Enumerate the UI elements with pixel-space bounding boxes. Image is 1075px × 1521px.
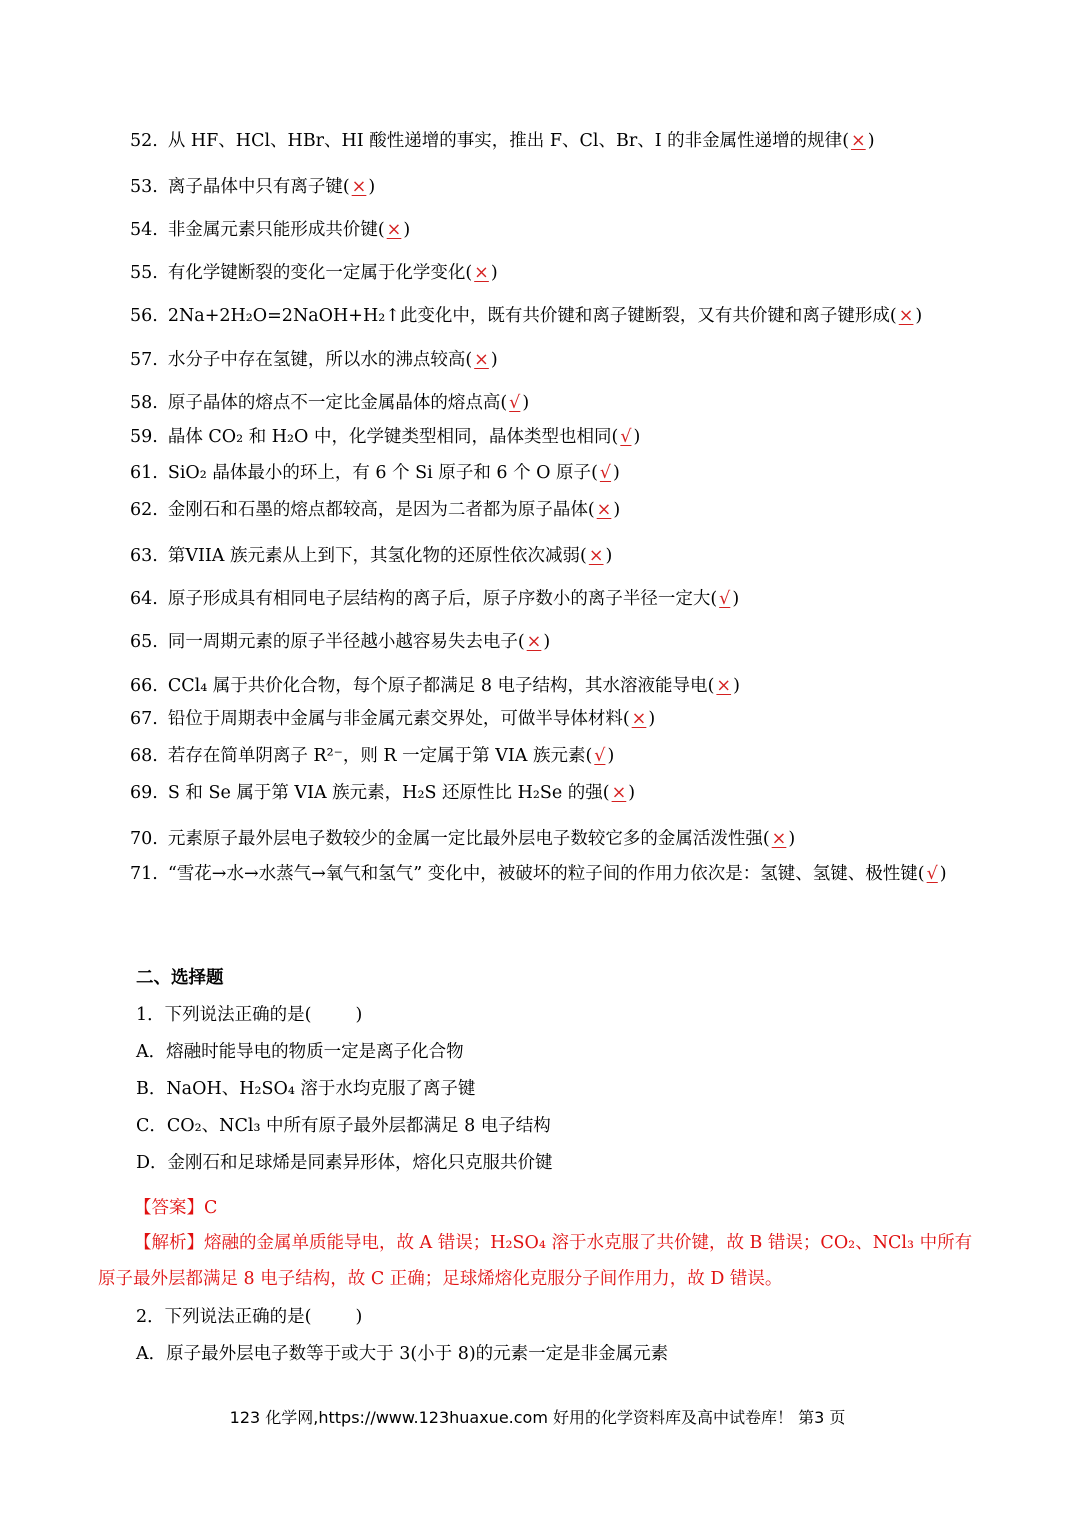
answer-mark: ×	[611, 783, 627, 803]
answer-mark: √	[594, 746, 606, 766]
list-item: 65. 同一周期元素的原子半径越小越容易失去电子( × )	[130, 632, 551, 652]
answer-mark: √	[719, 589, 731, 609]
answer-mark: ×	[351, 177, 367, 197]
list-item-71: 71. “雪花→水→水蒸气→氧气和氢气” 变化中，被破坏的粒子间的作用力依次是：氢键、氢键、极性键( √ )	[130, 864, 947, 884]
answer-mark: ×	[474, 350, 489, 370]
question-1-option-a: A．熔融时能导电的物质一定是离子化合物	[136, 1042, 464, 1062]
list-item: 55. 有化学键断裂的变化一定属于化学变化( × )	[130, 263, 498, 283]
answer-line: 【答案】C	[134, 1198, 218, 1218]
answer-mark: √	[599, 463, 612, 483]
analysis-text: 【解析】熔融的金属单质能导电，故 A 错误；H₂SO₄ 溶于水克服了共价键，故 B 错误；CO₂、NCl₃ 中所有原子最外层都满足 8 电子结构，故 C 正确；足球烯熔化克服分子间作用力，故 D 错误。	[98, 1233, 973, 1289]
answer-mark: √	[509, 393, 521, 413]
answer-mark: ×	[588, 546, 604, 566]
question-2-option-a: A．原子最外层电子数等于或大于 3(小于 8)的元素一定是非金属元素	[136, 1344, 669, 1364]
list-item: 63. 第VIIA 族元素从上到下，其氢化物的还原性依次减弱( × )	[130, 546, 613, 566]
list-item: 58. 原子晶体的熔点不一定比金属晶体的熔点高( √ )	[130, 393, 530, 413]
list-item: 54. 非金属元素只能形成共价键( × )	[130, 220, 411, 240]
answer-mark: ×	[771, 829, 787, 849]
answer-mark: ×	[631, 709, 647, 729]
list-item: 57. 水分子中存在氢键，所以水的沸点较高( × )	[130, 350, 498, 370]
question-2-stem: 2．下列说法正确的是( )	[136, 1307, 363, 1327]
list-item: 69. S 和 Se 属于第 VIA 族元素，H₂S 还原性比 H₂Se 的强( × )	[130, 783, 636, 803]
list-item: 61. SiO₂ 晶体最小的环上，有 6 个 Si 原子和 6 个 O 原子( √ )	[130, 463, 620, 483]
answer-mark: ×	[716, 676, 732, 696]
question-1-option-d: D．金刚石和足球烯是同素异形体，熔化只克服共价键	[136, 1153, 553, 1173]
answer-mark: ×	[386, 220, 402, 240]
list-item: 59. 晶体 CO₂ 和 H₂O 中，化学键类型相同，晶体类型也相同( √ )	[130, 427, 641, 447]
list-item: 62. 金刚石和石墨的熔点都较高，是因为二者都为原子晶体( × )	[130, 500, 621, 520]
list-item: 64. 原子形成具有相同电子层结构的离子后，原子序数小的离子半径一定大( √ )	[130, 589, 740, 609]
list-item: 56. 2Na+2H₂O=2NaOH+H₂↑此变化中，既有共价键和离子键断裂，又有共价键和离子键形成( × )	[130, 306, 923, 326]
question-1-option-c: C．CO₂、NCl₃ 中所有原子最外层都满足 8 电子结构	[136, 1116, 551, 1136]
page-footer: 123 化学网,https://www.123huaxue.com 好用的化学资料库及高中试卷库！ 第3 页	[229, 1408, 846, 1427]
answer-mark: √	[620, 427, 632, 447]
section-title: 二、选择题	[136, 968, 224, 988]
list-item: 67. 铅位于周期表中金属与非金属元素交界处，可做半导体材料( × )	[130, 709, 656, 729]
list-item: 52. 从 HF、HCl、HBr、HI 酸性递增的事实，推出 F、Cl、Br、I 的非金属性递增的规律( × )	[130, 131, 875, 151]
answer-mark: ×	[596, 500, 612, 520]
answer-mark: ×	[851, 131, 866, 151]
answer-mark: ×	[474, 263, 489, 283]
answer-mark: ×	[898, 306, 914, 326]
list-item: 70. 元素原子最外层电子数较少的金属一定比最外层电子数较它多的金属活泼性强( × )	[130, 829, 796, 849]
question-1-option-b: B．NaOH、H₂SO₄ 溶于水均克服了离子键	[136, 1079, 476, 1099]
answer-mark: ×	[526, 632, 542, 652]
list-item: 66. CCl₄ 属于共价化合物，每个原子都满足 8 电子结构，其水溶液能导电( × )	[130, 676, 740, 696]
answer-mark: √	[926, 864, 938, 884]
list-item: 53. 离子晶体中只有离子键( × )	[130, 177, 376, 197]
question-1-stem: 1．下列说法正确的是( )	[136, 1005, 363, 1025]
list-item: 68. 若存在简单阴离子 R²⁻，则 R 一定属于第 VIA 族元素( √ )	[130, 746, 615, 766]
